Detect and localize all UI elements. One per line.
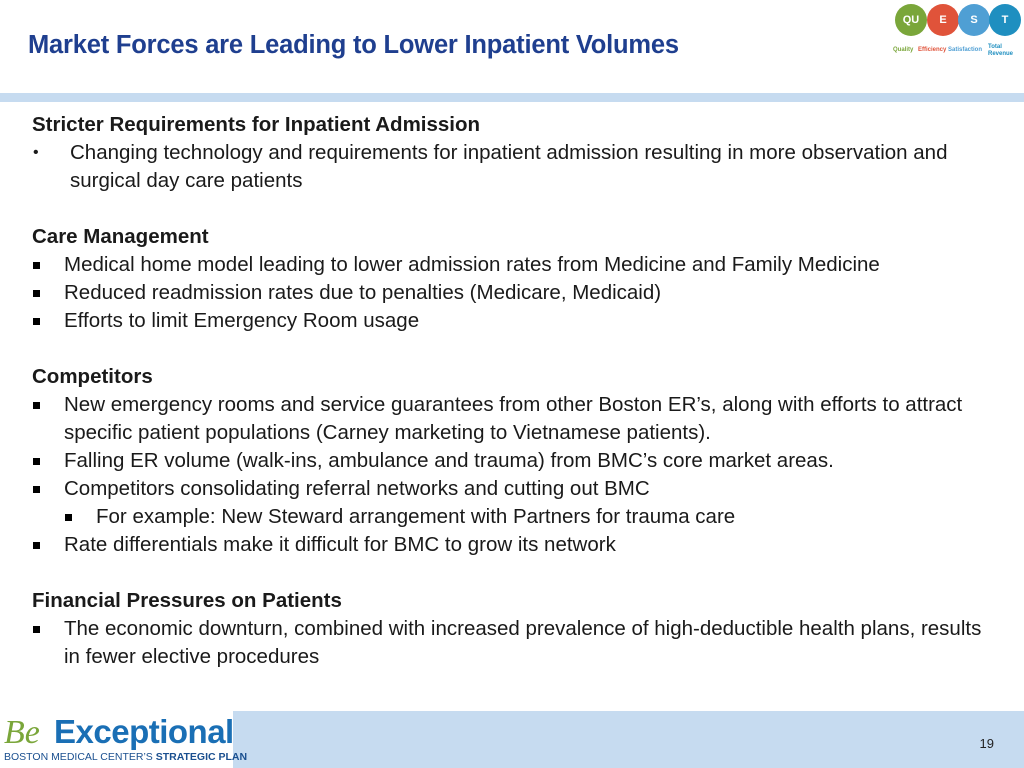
footer-band xyxy=(0,711,1024,768)
section-heading: Care Management xyxy=(32,225,209,248)
list-item: New emergency rooms and service guarantees from other Boston ER’s, along with efforts to attract specific patient populations (Carney marketing to Vietnamese patients). xyxy=(32,391,1002,447)
slide-body xyxy=(32,111,1002,671)
logo-exceptional: Exceptional xyxy=(54,713,234,750)
list-item: The economic downturn, combined with increased prevalence of high-deductible health plans, results in fewer elective procedures xyxy=(32,615,1002,671)
page-number: 19 xyxy=(979,736,994,751)
list-item: Reduced readmission rates due to penalties (Medicare, Medicaid) xyxy=(32,279,1002,307)
section-heading: Financial Pressures on Patients xyxy=(32,589,342,612)
list-item: Medical home model leading to lower admission rates from Medicine and Family Medicine xyxy=(32,251,1002,279)
list-item: Efforts to limit Emergency Room usage xyxy=(32,307,1002,335)
slide-title: Market Forces are Leading to Lower Inpatient Volumes xyxy=(28,31,679,59)
efficiency-circle: E xyxy=(927,4,959,36)
quality-label: Quality xyxy=(893,47,914,53)
list-item: Rate differentials make it difficult for BMC to grow its network xyxy=(32,531,1002,559)
satisfaction-label: Satisfaction xyxy=(948,47,983,53)
quest-logo xyxy=(890,4,1024,64)
satisfaction-circle: S xyxy=(958,4,990,36)
section-heading: Stricter Requirements for Inpatient Admission xyxy=(32,113,481,136)
bullet-dot-icon: • xyxy=(33,144,39,161)
total-revenue-circle: T xyxy=(989,4,1021,36)
sub-list-item: For example: New Steward arrangement with Partners for trauma care xyxy=(32,503,1002,531)
section-heading: Competitors xyxy=(32,365,153,388)
efficiency-label: Efficiency xyxy=(918,47,947,53)
quality-circle: QU xyxy=(895,4,927,36)
list-item: • Changing technology and requirements for inpatient admission resulting in more observation and surgical day care patients xyxy=(33,141,948,192)
be-exceptional-logo xyxy=(0,711,248,768)
logo-tagline: BOSTON MEDICAL CENTER’S STRATEGIC PLAN xyxy=(4,751,248,763)
logo-be: Be xyxy=(4,714,40,751)
list-item: Competitors consolidating referral networks and cutting out BMC xyxy=(32,475,1002,503)
title-divider xyxy=(0,93,1024,102)
list-item: Falling ER volume (walk-ins, ambulance and trauma) from BMC’s core market areas. xyxy=(32,447,1002,475)
total-revenue-label: Total Revenue xyxy=(988,44,1014,57)
